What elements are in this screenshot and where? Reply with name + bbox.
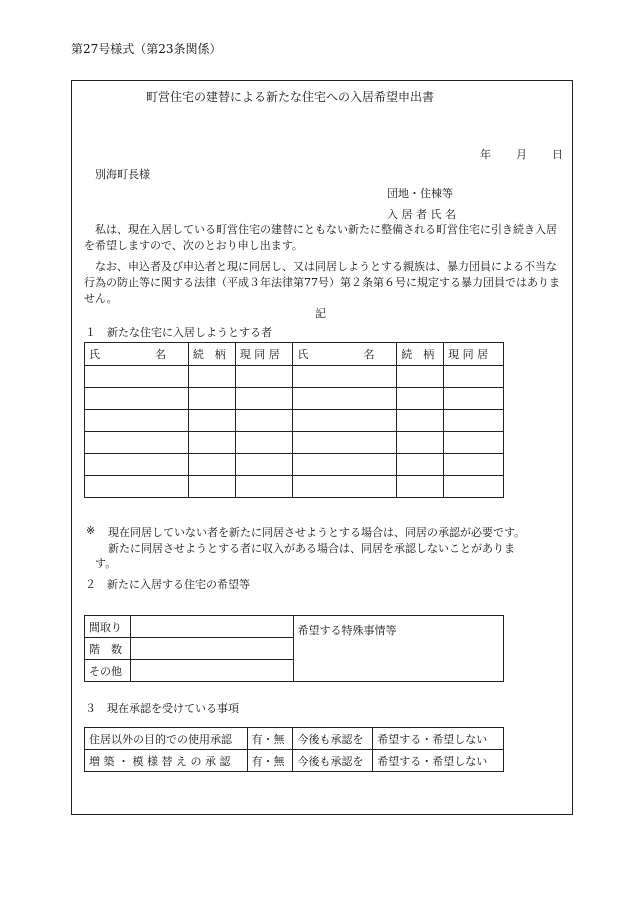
date-day: 日 (552, 148, 563, 161)
name-cell[interactable] (85, 476, 189, 498)
relation-cell[interactable] (188, 410, 235, 432)
paragraph-declaration: なお、申込者及び申込者と現に同居し、又は同居しようとする親族は、暴力団員による不当な行為の防止等に関する法律（平成３年法律第77号）第２条第６号に規定する暴力団員ではありません。 (84, 260, 560, 305)
other-label: その他 (85, 660, 131, 682)
date-year: 年 (480, 148, 491, 161)
note-line-3: す。 (95, 557, 117, 570)
relation-cell[interactable] (397, 410, 444, 432)
name-cell[interactable] (293, 476, 397, 498)
addressee: 別海町長様 (95, 168, 150, 181)
floors-value[interactable] (130, 638, 293, 660)
table-row (85, 366, 504, 388)
other-value[interactable] (130, 660, 293, 682)
floors-label: 階 数 (85, 638, 131, 660)
table-row (85, 728, 504, 750)
relation-cell[interactable] (188, 432, 235, 454)
cohabit-cell[interactable] (235, 454, 293, 476)
note-line-2: 新たに同居させようとする者に収入がある場合は、同居を承認しないことがありま (108, 542, 515, 555)
cohabit-cell[interactable] (235, 388, 293, 410)
table-row (85, 432, 504, 454)
table-row (85, 388, 504, 410)
relation-cell[interactable] (188, 476, 235, 498)
relation-cell[interactable] (188, 366, 235, 388)
table-row (85, 616, 504, 638)
header-cohabit: 現 同 居 (235, 343, 293, 366)
occupant-table (84, 342, 504, 498)
cohabit-cell[interactable] (235, 410, 293, 432)
name-cell[interactable] (85, 432, 189, 454)
future-approval-label: 今後も承認を (293, 728, 373, 750)
form-title: 町営住宅の建替による新たな住宅への入居希望申出書 (146, 90, 435, 104)
approval-table (84, 727, 504, 772)
housing-wish-table (84, 615, 504, 682)
name-cell[interactable] (85, 388, 189, 410)
cohabit-cell[interactable] (235, 476, 293, 498)
table-row (85, 410, 504, 432)
cohabit-cell[interactable] (235, 366, 293, 388)
applicant-name-label: 入 居 者 氏 名 (387, 208, 456, 221)
note-line-1: 現在同居していない者を新たに同居させようとする場合は、同居の承認が必要です。 (108, 526, 526, 539)
name-cell[interactable] (293, 388, 397, 410)
yes-no-choice[interactable]: 有・無 (247, 728, 293, 750)
section1-heading: １ 新たな住宅に入居しようとする者 (85, 326, 272, 339)
wish-choice[interactable]: 希望する・希望しない (373, 728, 504, 750)
special-circumstances-cell[interactable] (293, 616, 503, 682)
name-cell[interactable] (293, 432, 397, 454)
future-approval-label: 今後も承認を (293, 750, 373, 772)
cohabit-cell[interactable] (444, 366, 504, 388)
note-mark: ※ (86, 524, 96, 537)
header-name: 氏 名 (85, 343, 189, 366)
occupant-header-row (85, 343, 504, 366)
approval-item: 住居以外の目的での使用承認 (85, 728, 248, 750)
special-circumstances-label: 希望する特殊事情等 (297, 624, 397, 637)
relation-cell[interactable] (397, 454, 444, 476)
layout-label: 間取り (85, 616, 131, 638)
cohabit-cell[interactable] (444, 454, 504, 476)
relation-cell[interactable] (397, 476, 444, 498)
name-cell[interactable] (293, 366, 397, 388)
cohabit-cell[interactable] (444, 388, 504, 410)
layout-value[interactable] (130, 616, 293, 638)
name-cell[interactable] (85, 454, 189, 476)
cohabit-cell[interactable] (444, 410, 504, 432)
paragraph-request: 私は、現在入居している町営住宅の建替にともない新たに整備される町営住宅に引き続き入居を希望しますので、次のとおり申し出ます。 (84, 223, 557, 252)
name-cell[interactable] (293, 454, 397, 476)
relation-cell[interactable] (397, 388, 444, 410)
relation-cell[interactable] (397, 366, 444, 388)
section3-heading: ３ 現在承認を受けている事項 (85, 702, 239, 715)
cohabit-cell[interactable] (444, 432, 504, 454)
header-name: 氏 名 (293, 343, 397, 366)
table-row (85, 476, 504, 498)
header-cohabit: 現 同 居 (444, 343, 504, 366)
wish-choice[interactable]: 希望する・希望しない (373, 750, 504, 772)
form-number: 第27号様式（第23条関係） (71, 42, 222, 56)
table-row (85, 454, 504, 476)
relation-cell[interactable] (188, 388, 235, 410)
estate-label: 団地・住棟等 (387, 187, 453, 200)
approval-item: 増 築 ・ 模 様 替 え の 承 認 (85, 750, 248, 772)
name-cell[interactable] (293, 410, 397, 432)
name-cell[interactable] (85, 366, 189, 388)
relation-cell[interactable] (188, 454, 235, 476)
date-month: 月 (516, 148, 527, 161)
header-relation: 続 柄 (397, 343, 444, 366)
name-cell[interactable] (85, 410, 189, 432)
section2-heading: ２ 新たに入居する住宅の希望等 (85, 578, 250, 591)
cohabit-cell[interactable] (235, 432, 293, 454)
header-relation: 続 柄 (188, 343, 235, 366)
table-row (85, 750, 504, 772)
cohabit-cell[interactable] (444, 476, 504, 498)
relation-cell[interactable] (397, 432, 444, 454)
yes-no-choice[interactable]: 有・無 (247, 750, 293, 772)
ki-mark: 記 (315, 307, 326, 320)
